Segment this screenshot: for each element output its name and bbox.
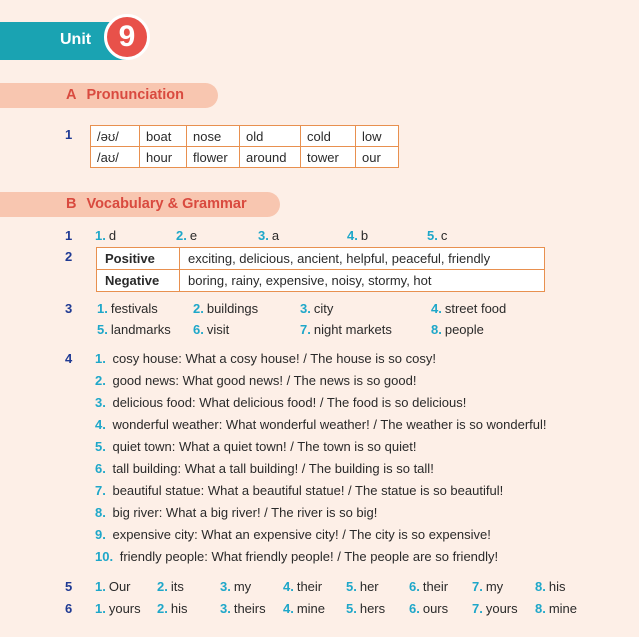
section-b-letter: B — [66, 196, 77, 212]
word-cell: old — [240, 126, 301, 147]
section-a-letter: A — [66, 87, 77, 103]
pron-row — [91, 126, 399, 147]
answer-item: 3. delicious food: What delicious food! / The food is so delicious! — [95, 395, 467, 410]
answer-item: 1. d — [95, 228, 117, 243]
phoneme-cell: /əʊ/ — [91, 126, 140, 147]
answer-item: 7. night markets — [300, 322, 392, 337]
answer-item: 4. their — [283, 579, 323, 594]
answer-item: 7. yours — [472, 601, 518, 616]
answer-item: 5. her — [346, 579, 379, 594]
answer-item: 6. their — [409, 579, 449, 594]
word-cell: tower — [301, 147, 356, 168]
answer-item: 3. my — [220, 579, 252, 594]
answer-item: 10. friendly people: What friendly people! / The people are so friendly! — [95, 549, 499, 564]
answer-item: 8. his — [535, 579, 566, 594]
answer-item: 6. visit — [193, 322, 230, 337]
unit-number-badge: 9 — [104, 14, 150, 60]
q6-number: 6 — [65, 601, 73, 616]
answer-item: 1. Our — [95, 579, 131, 594]
pron-question-number: 1 — [65, 127, 73, 142]
answer-item: 4. wonderful weather: What wonderful weather! / The weather is so wonderful! — [95, 417, 547, 432]
answer-item: 6. tall building: What a tall building! / The building is so tall! — [95, 461, 434, 476]
answer-item: 4. b — [347, 228, 369, 243]
word-cell: our — [356, 147, 399, 168]
vocabulary-table — [96, 247, 545, 292]
vocab-row — [97, 248, 545, 270]
answer-item: 3. theirs — [220, 601, 266, 616]
answer-item: 1. cosy house: What a cosy house! / The house is so cosy! — [95, 351, 436, 366]
word-cell: cold — [301, 126, 356, 147]
q2-number: 2 — [65, 249, 73, 264]
section-a-title: Pronunciation — [86, 87, 184, 103]
answer-item: 3. city — [300, 301, 334, 316]
vocab-words: boring, rainy, expensive, noisy, stormy, hot — [180, 270, 545, 292]
section-b-title: Vocabulary & Grammar — [86, 196, 247, 212]
answer-item: 2. e — [176, 228, 198, 243]
answer-item: 9. expensive city: What an expensive city! / The city is so expensive! — [95, 527, 491, 542]
q4-number: 4 — [65, 351, 73, 366]
answer-item: 1. festivals — [97, 301, 158, 316]
answer-item: 5. hers — [346, 601, 386, 616]
vocab-category-label: Positive — [97, 248, 180, 270]
answer-item: 2. buildings — [193, 301, 259, 316]
answer-item: 6. ours — [409, 601, 449, 616]
answer-item: 7. my — [472, 579, 504, 594]
q1-number: 1 — [65, 228, 73, 243]
word-cell: nose — [187, 126, 240, 147]
pronunciation-table — [90, 125, 399, 168]
phoneme-cell: /aʊ/ — [91, 147, 140, 168]
answer-item: 8. people — [431, 322, 484, 337]
section-a-heading — [0, 83, 218, 108]
vocab-words: exciting, delicious, ancient, helpful, peaceful, friendly — [180, 248, 545, 270]
word-cell: hour — [140, 147, 187, 168]
answer-item: 2. good news: What good news! / The news is so good! — [95, 373, 417, 388]
word-cell: flower — [187, 147, 240, 168]
word-cell: boat — [140, 126, 187, 147]
word-cell: low — [356, 126, 399, 147]
q3-number: 3 — [65, 301, 73, 316]
answer-item: 2. its — [157, 579, 184, 594]
answer-item: 2. his — [157, 601, 188, 616]
answer-item: 5. quiet town: What a quiet town! / The town is so quiet! — [95, 439, 417, 454]
unit-label: Unit — [60, 31, 92, 48]
answer-item: 1. yours — [95, 601, 141, 616]
word-cell: around — [240, 147, 301, 168]
answer-item: 4. street food — [431, 301, 507, 316]
section-b-heading — [0, 192, 280, 217]
q5-number: 5 — [65, 579, 73, 594]
vocab-row — [97, 270, 545, 292]
answer-item: 8. big river: What a big river! / The river is so big! — [95, 505, 378, 520]
answer-item: 5. c — [427, 228, 448, 243]
answer-item: 3. a — [258, 228, 280, 243]
answer-item: 7. beautiful statue: What a beautiful statue! / The statue is so beautiful! — [95, 483, 504, 498]
answer-item: 8. mine — [535, 601, 578, 616]
pron-row — [91, 147, 399, 168]
answer-item: 5. landmarks — [97, 322, 171, 337]
answer-item: 4. mine — [283, 601, 326, 616]
vocab-category-label: Negative — [97, 270, 180, 292]
